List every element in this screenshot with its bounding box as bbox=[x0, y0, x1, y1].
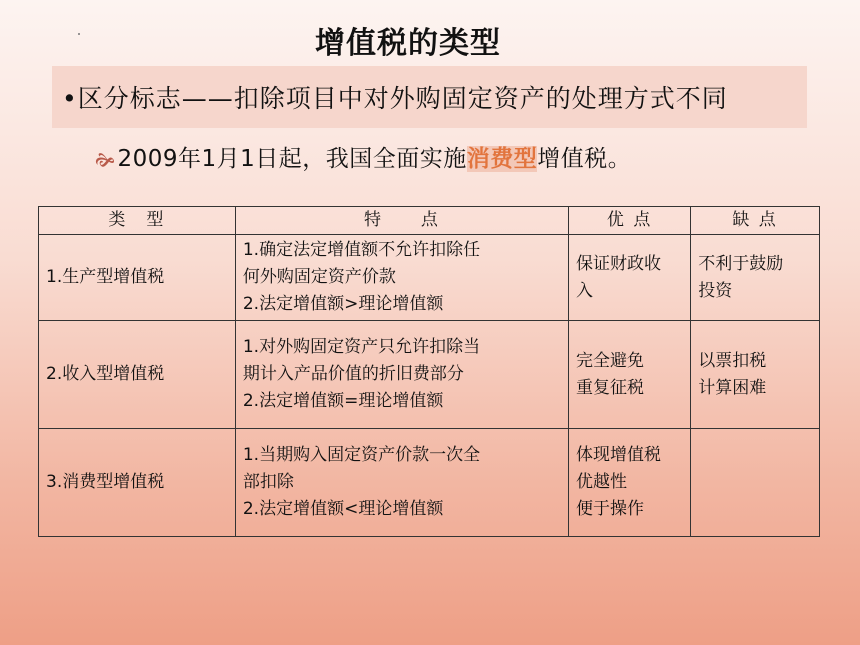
banner-text: •区分标志——扣除项目中对外购固定资产的处理方式不同 bbox=[62, 84, 728, 113]
cell-cons bbox=[691, 321, 820, 429]
cell-features bbox=[235, 321, 568, 429]
pros-line: 体现增值税 bbox=[576, 445, 662, 465]
cell-type: 3.消费型增值税 bbox=[39, 429, 236, 537]
cell-cons bbox=[691, 429, 820, 537]
header-pros: 优 点 bbox=[569, 207, 691, 235]
feature-line: 2.法定增值额<理论增值额 bbox=[242, 499, 444, 519]
table-row bbox=[39, 321, 820, 429]
header-features: 特 点 bbox=[235, 207, 568, 235]
cons-line: 计算困难 bbox=[698, 377, 767, 398]
cell-features bbox=[235, 429, 568, 537]
feature-line: 1.对外购固定资产只允许扣除当 bbox=[242, 337, 481, 357]
policy-line bbox=[95, 140, 631, 178]
policy-text-before: 2009年1月1日起，我国全面实施 bbox=[117, 146, 467, 172]
cell-type: 2.收入型增值税 bbox=[39, 321, 236, 429]
pros-line: 完全避免 bbox=[576, 350, 645, 371]
table-row bbox=[39, 235, 820, 321]
header-cons: 缺 点 bbox=[691, 207, 820, 235]
feature-line: 1.确定法定增值额不允许扣除任 bbox=[242, 240, 481, 260]
distinction-banner bbox=[52, 66, 807, 128]
feature-line: 期计入产品价值的折旧费部分 bbox=[242, 364, 464, 384]
header-type: 类 型 bbox=[39, 207, 236, 235]
cell-pros bbox=[569, 321, 691, 429]
vat-types-table bbox=[38, 206, 820, 537]
pros-line: 优越性 bbox=[576, 472, 628, 492]
cons-line: 以票扣税 bbox=[698, 350, 767, 371]
pros-line: 入 bbox=[576, 280, 594, 301]
cell-pros bbox=[569, 235, 691, 321]
cons-line: 投资 bbox=[698, 280, 733, 301]
pros-line: 保证财政收 bbox=[576, 253, 662, 274]
feature-line: 2.法定增值额=理论增值额 bbox=[242, 391, 444, 411]
pros-line: 便于操作 bbox=[576, 499, 645, 519]
pros-line: 重复征税 bbox=[576, 377, 645, 398]
cell-features bbox=[235, 235, 568, 321]
feature-line: 2.法定增值额>理论增值额 bbox=[242, 294, 444, 314]
table-header-row bbox=[39, 207, 820, 235]
feature-line: 何外购固定资产价款 bbox=[242, 267, 396, 287]
feature-line: 1.当期购入固定资产价款一次全 bbox=[242, 445, 481, 465]
policy-text-after: 增值税。 bbox=[537, 146, 632, 172]
slide-title: 增值税的类型 bbox=[315, 26, 501, 61]
cell-cons bbox=[691, 235, 820, 321]
cons-line: 不利于鼓励 bbox=[698, 253, 784, 274]
cell-pros bbox=[569, 429, 691, 537]
cell-type: 1.生产型增值税 bbox=[39, 235, 236, 321]
table-row bbox=[39, 429, 820, 537]
feature-line: 部扣除 bbox=[242, 472, 294, 492]
policy-highlight: 消费型 bbox=[466, 146, 538, 172]
ornament-bullet-icon: 🙞 bbox=[95, 150, 116, 171]
